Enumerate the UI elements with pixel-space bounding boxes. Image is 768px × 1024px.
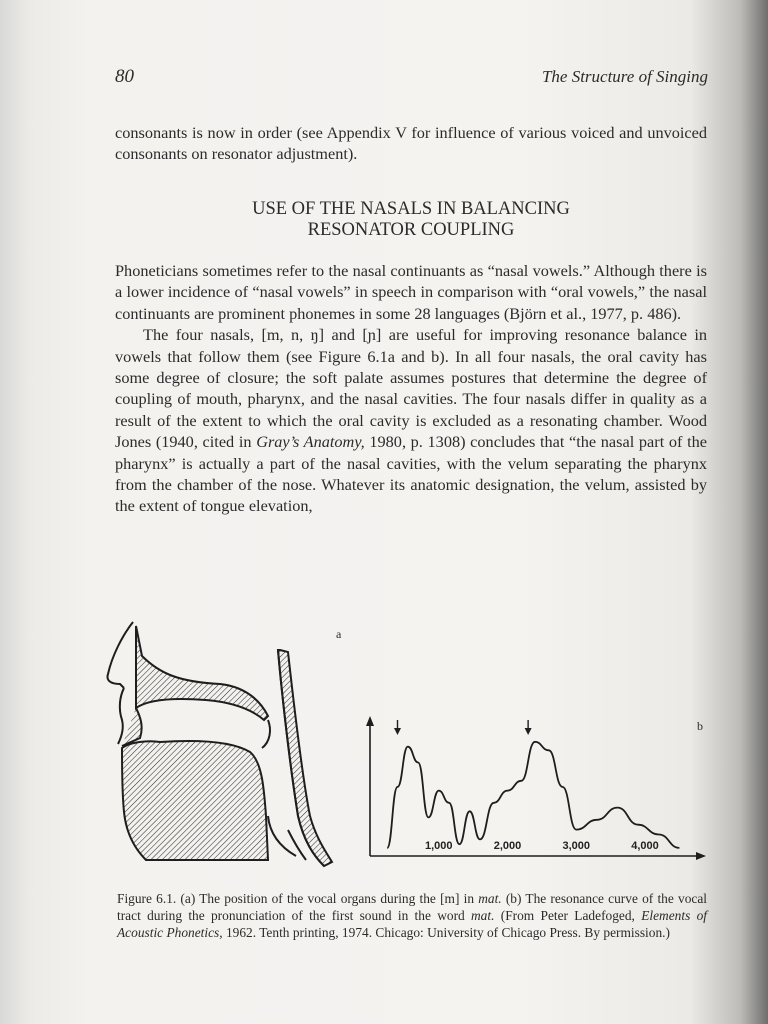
- paragraph-2-part-2: 1980, p. 1308) concludes that “the nasal part of the pharynx” is actually a part of the nasal cavities, with the velum separating the pharynx from the chamber of the nose. Whatever its anatomic designation, the velum, assisted by the extent of tongue elevation,: [115, 432, 707, 516]
- pharynx-hatch: [278, 650, 332, 866]
- velum: [262, 720, 270, 748]
- heading-line-2: RESONATOR COUPLING: [307, 220, 515, 240]
- x-tick-label: 1,000: [424, 840, 453, 852]
- figure-6-1: [100, 616, 710, 878]
- x-tick-label: 2,000: [493, 840, 522, 852]
- body-text: [115, 260, 707, 517]
- hard-palate: [122, 708, 142, 746]
- continuation-text: consonants is now in order (see Appendix V for influence of various voiced and unvoiced consonants on resonator adjustment).: [115, 123, 707, 164]
- figure-label-b: b: [697, 719, 703, 733]
- x-tick-label: 3,000: [562, 840, 591, 852]
- nose-outline: [108, 622, 134, 688]
- figure-label-a: a: [336, 627, 342, 641]
- x-tick-label: 4,000: [631, 840, 659, 852]
- caption-lead: Figure 6.1. (a) The position of the vocal organs during the [m] in: [117, 891, 479, 906]
- section-heading: [115, 199, 707, 241]
- nasal-passage: [136, 626, 268, 720]
- caption-tail: 1962. Tenth printing, 1974. Chicago: University of Chicago Press. By permission.): [222, 925, 670, 941]
- x-axis-arrowhead: [696, 852, 706, 860]
- caption-mid-2: (From Peter Ladefoged,: [494, 908, 642, 924]
- upper-lip: [118, 688, 124, 744]
- caption-book-title: Elements of Acoustic Phonetics,: [117, 908, 707, 941]
- heading-line-1: USE OF THE NASALS IN BALANCING: [252, 199, 570, 219]
- paragraph-1: Phoneticians sometimes refer to the nasal continuants as “nasal vowels.” Although there is a lower incidence of “nasal vowels” in speech in comparison with “oral vowels,” the nasal continuants are prominent phonemes in some 28 languages (Björn et al., 1977, p. 486).: [115, 261, 707, 323]
- citation-title: Gray’s Anatomy,: [256, 432, 365, 452]
- caption-italic-1: mat.: [478, 891, 502, 906]
- formant-arrow-group: [394, 720, 532, 735]
- resonance-curve-chart: [366, 716, 706, 860]
- caption-italic-2: mat.: [471, 908, 495, 924]
- running-head: The Structure of Singing: [541, 67, 708, 86]
- x-tick-group: [425, 840, 659, 852]
- caption-mid-1: (b) The resonance curve of the vocal tract during the pronunciation of the first sound in the word: [117, 891, 707, 924]
- figure-caption: [117, 890, 707, 942]
- page-number: 80: [115, 66, 134, 87]
- paragraph-2-part-1: The four nasals, [m, n, ŋ] and [ɲ] are useful for improving resonance balance in vowels that follow them (see Figure 6.1a and b). In all four nasals, the oral cavity has some degree of closure; the soft palate assumes postures that determine the degree of coupling of mouth, pharynx, and the nasal cavities. The four nasals differ in quality as a result of the extent to which the oral cavity is excluded as a resonating chamber. Wood Jones (1940, cited in: [115, 325, 707, 452]
- formant-arrow: [525, 720, 532, 735]
- caption-text: [117, 890, 707, 942]
- resonance-curve: [387, 742, 679, 848]
- y-axis-arrowhead: [366, 716, 374, 726]
- formant-arrow: [394, 720, 401, 735]
- paragraph-2: [115, 324, 707, 517]
- tongue-jaw: [122, 741, 268, 860]
- vocal-tract-diagram: [108, 622, 333, 866]
- continuation-paragraph: [115, 122, 707, 165]
